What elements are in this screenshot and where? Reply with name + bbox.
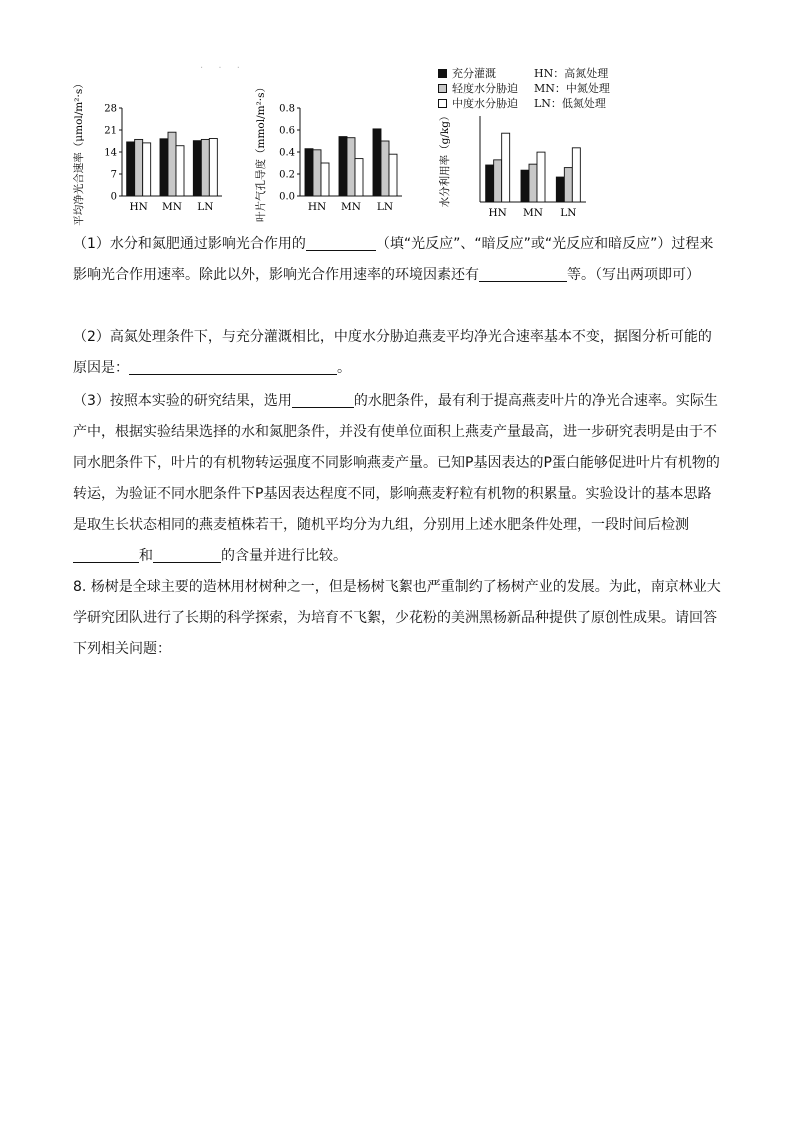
bar [209, 138, 217, 196]
answer-blank[interactable] [129, 358, 337, 375]
y-tick-label: 0 [110, 191, 117, 203]
answer-blank[interactable] [306, 234, 376, 251]
chart-net-photosynthesis [70, 70, 230, 226]
y-tick-label: 0.8 [279, 103, 295, 115]
chart-stomatal-conductance [252, 80, 412, 223]
bar [537, 152, 545, 202]
x-tick-label: LN [376, 201, 394, 213]
bar [127, 142, 135, 196]
question-8-paragraph: 8. 杨树是全球主要的造林用材树种之一，但是杨树飞絮也严重制约了杨树产业的发展。为此，南京林业大学研究团队进行了长期的科学探索，为培育不飞絮，少花粉的美洲黑杨新品种提供了原创性成果。请回答下列相关问题： [73, 579, 721, 657]
legend-label: 中度水分胁迫 [452, 97, 518, 110]
x-tick-label: LN [560, 207, 577, 219]
question-3-part-c: 和 [139, 548, 153, 564]
bar [193, 141, 201, 196]
y-tick-label: 21 [104, 125, 117, 137]
bar [564, 168, 572, 202]
bar [339, 137, 347, 196]
answer-blank[interactable] [479, 265, 567, 282]
y-axis-label: 水分利用率（g/kg） [439, 110, 451, 208]
y-axis-label: 叶片气孔导度（mmol/m²·s） [255, 81, 267, 223]
x-tick-label: HN [129, 201, 148, 213]
question-2-paragraph [73, 322, 723, 384]
legend-swatch-mild-stress [438, 84, 447, 93]
scan-artifact: · · · [200, 63, 246, 74]
x-tick-label: MN [162, 201, 182, 213]
answer-blank[interactable] [73, 546, 139, 563]
question-2-part-a: （2）高氮处理条件下，与充分灌溉相比，中度水分胁迫燕麦平均净光合速率基本不变，据图分析可能的原因是： [73, 329, 712, 376]
question-2 [73, 322, 723, 384]
y-tick-label: 0.6 [279, 125, 295, 137]
chart-legend [438, 66, 610, 111]
bar [160, 139, 168, 196]
legend-code: HN：高氮处理 [534, 67, 609, 80]
legend-swatch-moderate-stress [438, 99, 447, 108]
bar [521, 170, 529, 202]
answer-blank[interactable] [292, 391, 354, 408]
question-3-part-b: 的水肥条件，最有利于提高燕麦叶片的净光合速率。实际生产中，根据实验结果选择的水和氮肥条件，并没有使单位面积上燕麦产量最高，进一步研究表明是由于不同水肥条件下，叶片的有机物转运强度不同影响燕麦产量。已知P基因表达的P蛋白能够促进叶片有机物的转运，为验证不同水肥条件下P基因表达程度不同，影响燕麦籽粒有机物的积累量。实验设计的基本思路是取生长状态相同的燕麦植株若干，随机平均分为九组，分别用上述水肥条件处理，一段时间后检测 [73, 393, 720, 533]
legend-swatch-full-irrigation [438, 69, 447, 78]
legend-code: LN：低氮处理 [534, 97, 606, 110]
question-1-paragraph [73, 229, 723, 291]
chart-water-use-efficiency-svg [436, 108, 596, 220]
bar [556, 177, 564, 202]
y-axis-label: 平均净光合速率（μmol/m²·s） [73, 78, 85, 226]
chart-water-use-efficiency [436, 108, 596, 220]
y-tick-label: 14 [104, 147, 117, 159]
x-tick-label: LN [197, 201, 214, 213]
x-tick-label: MN [523, 207, 543, 219]
bar [389, 154, 397, 196]
question-1-part-c: 等。（写出两项即可） [567, 267, 700, 283]
bar [321, 163, 329, 196]
bar [168, 132, 176, 196]
bar [502, 133, 510, 202]
question-3-part-a: （3）按照本实验的研究结果，选用 [73, 393, 292, 409]
y-tick-label: 0.4 [279, 147, 295, 159]
legend-label: 充分灌溉 [452, 67, 496, 80]
bar [529, 164, 537, 202]
legend-label: 轻度水分胁迫 [452, 82, 518, 95]
chart-stomatal-conductance-svg [252, 80, 412, 223]
question-3-paragraph [73, 386, 723, 572]
x-tick-label: HN [307, 201, 327, 213]
y-tick-label: 0.0 [279, 191, 295, 203]
x-tick-label: HN [488, 207, 507, 219]
question-2-part-b: 。 [337, 360, 351, 376]
y-tick-label: 28 [104, 103, 117, 115]
bar [572, 148, 580, 202]
bar [313, 150, 321, 196]
bar [135, 139, 143, 196]
bar [201, 139, 209, 196]
bar [494, 160, 502, 202]
bar [373, 129, 381, 196]
question-3 [73, 386, 723, 572]
y-tick-label: 0.2 [279, 169, 295, 181]
question-1 [73, 229, 723, 291]
bar [143, 143, 151, 196]
y-tick-label: 7 [110, 169, 117, 181]
bar [347, 138, 355, 196]
question-8 [73, 572, 723, 665]
question-3-part-d: 的含量并进行比较。 [221, 548, 347, 564]
question-1-part-b: （填“光反应”、“暗反应”或“光反应和暗反应”）过程来影响光合作用速率。除此以外，影响光合作用速率的环境因素还有 [73, 236, 714, 283]
bar [381, 141, 389, 196]
bar [176, 146, 184, 196]
legend-row [438, 81, 610, 96]
chart-net-photosynthesis-svg [70, 70, 230, 226]
bar [486, 165, 494, 202]
legend-row [438, 96, 610, 111]
legend-code: MN：中氮处理 [534, 82, 610, 95]
legend-row [438, 66, 610, 81]
question-1-part-a: （1）水分和氮肥通过影响光合作用的 [73, 236, 306, 252]
bar [305, 149, 313, 196]
x-tick-label: MN [341, 201, 361, 213]
bar [355, 159, 363, 196]
answer-blank[interactable] [153, 546, 221, 563]
